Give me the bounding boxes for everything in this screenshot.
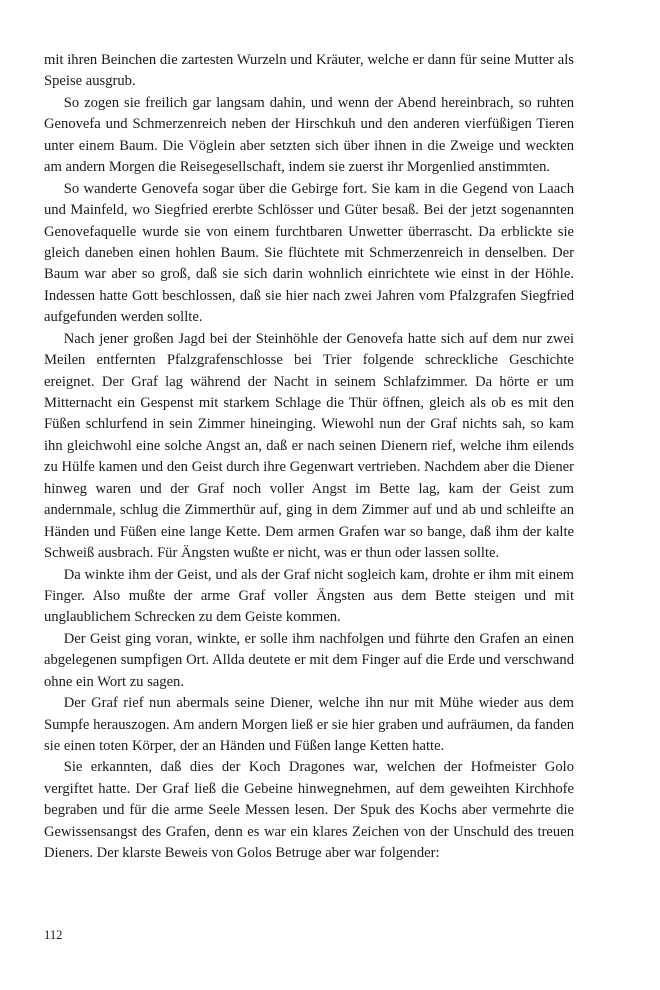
- paragraph: Sie erkannten, daß dies der Koch Dragones war, welchen der Hofmeister Golo vergiftet hatte. Der Graf ließ die Gebeine hinwegnehmen, auf dem geweihten Kirchhofe begraben und für die arme Seele Messen lesen. Der Spuk des Kochs aber vermehrte die Gewissensangst des Grafen, denn es war ein klares Zeichen von der Unschuld des treuen Dieners. Der klarste Beweis von Golos Betruge aber war folgender:: [44, 759, 574, 862]
- page-number: 112: [44, 928, 63, 942]
- paragraph: Der Geist ging voran, winkte, er solle ihm nachfolgen und führte den Grafen an einen abgelegenen sumpfigen Ort. Allda deutete er mit dem Finger auf die Erde und verschwand ohne ein Wort zu sagen.: [44, 630, 574, 690]
- paragraph: mit ihren Beinchen die zartesten Wurzeln und Kräuter, welche er dann für seine Mutter als Speise ausgrub.: [44, 52, 574, 90]
- paragraph: Da winkte ihm der Geist, und als der Graf nicht sogleich kam, drohte er ihm mit einem Finger. Also mußte der arme Graf voller Ängsten aus dem Bette steigen und mit unglaublichem Schrecken zu dem Geiste kommen.: [44, 566, 574, 626]
- paragraph: So wanderte Genovefa sogar über die Gebirge fort. Sie kam in die Gegend von Laach und Mainfeld, wo Siegfried ererbte Schlösser und Güter besaß. Bei der jetzt sogenannten Genovefaquelle wurde sie von einem furchtbaren Unwetter überrascht. Da erblickte sie gleich daneben einen hohlen Baum. Sie flüchtete mit Schmerzenreich in denselben. Der Baum war aber so groß, daß sie sich darin wohnlich einrichtete wie einst in der Höhle. Indessen hatte Gott beschlossen, daß sie hier nach zwei Jahren vom Pfalzgrafen Siegfried aufgefunden werden sollte.: [44, 180, 574, 326]
- paragraph: So zogen sie freilich gar langsam dahin, und wenn der Abend hereinbrach, so ruhten Genovefa und Schmerzenreich neben der Hirschkuh und den anderen vierfüßigen Tieren unter einem Baum. Die Vöglein aber setzten sich über ihnen in die Zweige und weckten am andern Morgen die Reisegesellschaft, indem sie zuerst ihr Morgenlied anstimmten.: [44, 94, 574, 176]
- paragraph: Der Graf rief nun abermals seine Diener, welche ihn nur mit Mühe wieder aus dem Sumpfe herauszogen. Am andern Morgen ließ er sie hier graben und aufräumen, da fanden sie einen toten Körper, der an Händen und Füßen lange Ketten hatte.: [44, 695, 574, 754]
- paragraph: Nach jener großen Jagd bei der Steinhöhle der Genovefa hatte sich auf dem nur zwei Meilen entfernten Pfalzgrafenschlosse bei Trier folgende schreckliche Geschichte ereignet. Der Graf lag während der Nacht in seinem Schlafzimmer. Da hörte er um Mitternacht ein Gespenst mit starkem Schlage die Thür öffnen, gleich als ob es mit den Füßen schlurfend in sein Zimmer hineinging. Wiewohl nun der Graf nichts sah, so kam ihn gleichwohl eine solche Angst an, daß er nach seinen Dienern rief, welche ihm eilends zu Hülfe kamen und den Geist durch ihre Gegenwart vertrieben. Nachdem aber die Diener hinweg waren und der Graf noch voller Angst im Bette lag, kam der Geist zum andernmale, schlug die Zimmerthür auf, ging in dem Zimmer auf und ab und schleifte an Händen und Füßen eine lange Kette. Dem armen Grafen war so bange, daß ihm der kalte Schweiß ausbrach. Für Ängsten wußte er nicht, was er thun oder lassen sollte.: [44, 330, 574, 562]
- page-body: [44, 50, 574, 865]
